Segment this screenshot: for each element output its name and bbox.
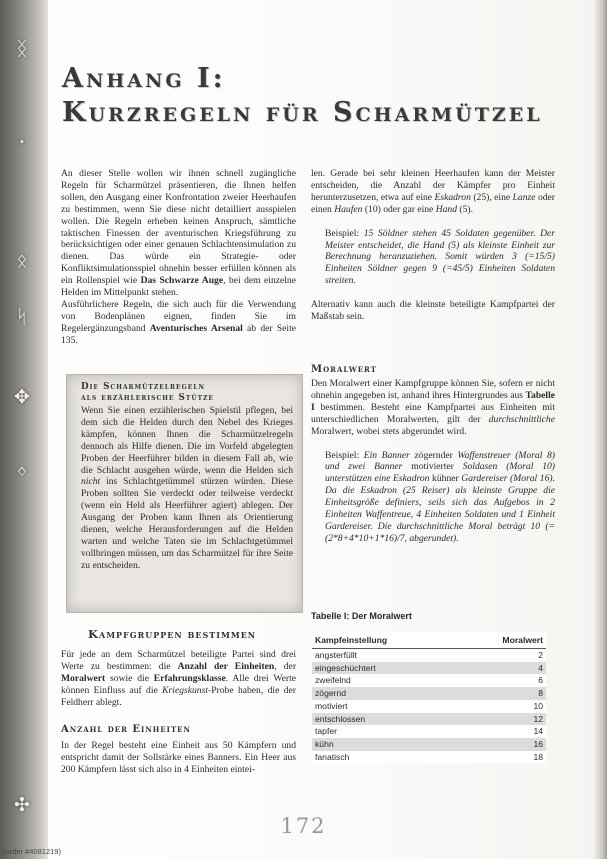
page-number: 172 (280, 814, 327, 838)
table-row (312, 674, 546, 687)
rune-icon: ✣ (14, 794, 30, 816)
italic-span: nicht (81, 476, 101, 488)
text-span: (25), eine (470, 191, 513, 203)
cell-label: kühn (312, 738, 459, 751)
alternative-paragraph: Alternativ kann auch die kleinste beteiligte Kampfpartei der Maßstab sein. (311, 299, 555, 323)
cell-value: 4 (459, 662, 546, 675)
decorative-margin (0, 0, 48, 859)
italic-span: Lanze (512, 191, 536, 203)
table-row (312, 662, 546, 675)
einheiten-block (61, 740, 296, 776)
section-heading-moral: Moralwert (311, 364, 377, 375)
text-span: ab der Seite 135. (61, 322, 296, 346)
cell-value: 2 (459, 649, 546, 662)
italic-span: Hand (435, 203, 458, 215)
text-span: . Alle drei Werte können Einfluss auf die (61, 672, 296, 696)
table-row (312, 738, 546, 751)
text-span: zögernder (409, 449, 458, 461)
moral-block (311, 378, 555, 545)
text-span: , der (274, 660, 297, 672)
cell-value: 8 (459, 687, 546, 700)
text-span: Beispiel: (325, 227, 364, 239)
italic-span: Ein Banner (363, 449, 410, 461)
text-span: kühner (429, 473, 462, 485)
continuation-paragraph (311, 168, 555, 216)
text-span: Beispiel: (325, 449, 364, 461)
order-note: (order #4081219) (3, 847, 61, 856)
cell-label: eingeschüchtert (312, 662, 459, 675)
chapter-title (62, 62, 582, 130)
text-span: bestimmen. Besteht eine Kampfpartei aus Einheiten mit unterschiedlichen Moralwerten, gilt der (311, 401, 555, 425)
rune-icon: ᛝ (16, 38, 28, 60)
text-span: (5). (457, 203, 474, 215)
text-span: , bei dem einzelne Helden im Mittelpunkt stehen. (61, 275, 296, 299)
italic-span: Haufen (334, 203, 363, 215)
cell-label: zögernd (312, 687, 459, 700)
einheiten-paragraph: In der Regel besteht eine Einheit aus 50 Kämpfern und entspricht damit der Sollstärke eines Banners. Ein Heer aus 200 Kämpfern lässt sich also in 4 Einheiten eintei- (61, 740, 296, 775)
text-span: motivierter (402, 461, 463, 473)
title-line-1: Anhang I: (62, 63, 226, 94)
rune-icon: ᛋ (16, 306, 28, 328)
table-row (312, 751, 546, 764)
kampfgruppen-paragraph (61, 649, 296, 709)
italic-span: 15 Söldner stehen 45 Soldaten gegenüber. Der Meister entscheidet, die Hand (5) als kleinste Einheit zur Berechnung heranzuziehen. Somit würden 3 (=15/5) Einheiten Söldner gegen 9 (=45/5) Einheiten Soldaten streiten. (325, 227, 555, 287)
moral-example-paragraph (311, 450, 555, 545)
kampfgruppen-block (61, 649, 296, 709)
bold-span: Das Schwarze Auge (140, 275, 224, 287)
italic-span: Gardereiser (Moral 16). Da die Eskadron (25 Reiser) als kleinste Gruppe die Einheitsgröße definiers, seils sich das Aufgebos in 2 Einheiten Waffentreue, 4 Einheiten Soldaten und 1 Einheit Gardereiser. Die durchschnittliche Moral beträgt 10 (=(2*8+4*10+1*16)/7, abgerundet). (325, 473, 555, 544)
cell-label: entschlossen (312, 713, 459, 726)
column-header-moralwert: Moralwert (459, 632, 546, 649)
cell-label: motiviert (312, 700, 459, 713)
cell-label: fanatisch (312, 751, 459, 764)
sidebar-box (66, 374, 303, 613)
moral-paragraph (311, 378, 555, 438)
cell-label: zweifelnd (312, 674, 459, 687)
page-edge-shadow (593, 0, 607, 859)
text-span: Moralwert, wobei stets abgerundet wird. (311, 425, 467, 437)
title-line-2: Kurzregeln für Scharmützel (62, 97, 543, 128)
example-paragraph-1 (311, 228, 555, 288)
text-span: Ausführlichere Regeln, die sich auch für die Verwendung von Bodenplänen eignen, finden Sie im Regelergänzungsband (61, 298, 296, 334)
italic-span: Soldasen (Moral 10) unterstützen eine Eskadron (325, 461, 555, 485)
column-header-kampfeinstellung: Kampfeinstellung (312, 632, 459, 649)
intro-paragraph-1 (61, 168, 296, 299)
cell-label: angsterfüllt (312, 649, 459, 662)
bold-span: Anzahl der Einheiten (177, 660, 275, 672)
table-row (312, 713, 546, 726)
text-span: (10) oder gar eine (362, 203, 436, 215)
right-column (311, 168, 555, 323)
bold-span: Erfahrungsklasse (153, 672, 226, 684)
intro-paragraph-2 (61, 299, 296, 347)
section-heading-kampfgruppen: Kampfgruppen bestimmen (88, 627, 257, 641)
moralwert-table (312, 632, 546, 763)
table-row (312, 687, 546, 700)
text-span: An dieser Stelle wollen wir ihnen schnell zugängliche Regeln für Scharmützel präsentieren, die Ihnen helfen sollen, den Ausgang einer Konfrontation zweier Heerhaufen zu bestimmen, wenn Sie diese nicht detailliert ausspielen wollen. Die Regeln erheben keinen Anspruch, sämtliche taktischen Finessen der aventurischen Kriegsführung zu berücksichtigen oder einer genauen Schlachtensimulation zu dienen. Das würde ein Strategie- oder Konfliktsimulationsspiel ohnehin besser erfüllen können als ein Rollenspiel wie (61, 168, 296, 287)
italic-span: Waffenstreuer (Moral 8) und zwei Banner (325, 449, 555, 473)
rune-icon: ᛜ (16, 462, 28, 484)
sidebar-body (81, 405, 293, 572)
text-span: -Probe haben, die der Feldherr ablegt. (61, 684, 296, 708)
rune-icon: ᛟ (16, 250, 28, 272)
italic-span: Kriegskunst (162, 684, 208, 696)
text-span: sowie die (105, 672, 154, 684)
bold-span: Moralwert (61, 672, 106, 684)
table-row (312, 700, 546, 713)
text-span: Den Moralwert einer Kampfgruppe können Sie, sofern er nicht ohnehin angegeben ist, anhand ihres Hintergrundes aus (311, 378, 555, 401)
text-span: Wenn Sie einen erzählerischen Spielstil pflegen, bei dem sich die Helden durch den Nebel des Krieges kämpfen, können Ihnen die Scharmützelregeln dennoch als Hilfe dienen. Die im Vorfeld abgelegten Proben der Heerführer bilden in diesem Fall ab, wie die Schlacht ausgehen würde, wenn die Helden sich (81, 405, 293, 476)
cell-value: 6 (459, 674, 546, 687)
section-heading-einheiten: Anzahl der Einheiten (61, 724, 191, 735)
sidebar-heading-1: Die Scharmützelregeln (81, 382, 205, 392)
italic-span: durchschnittliche (488, 413, 555, 425)
left-column (61, 168, 296, 347)
rune-icon: ✥ (14, 386, 30, 408)
text-span: ins Schlachtgetümmel stürzen würden. Diese Proben sollten Sie verdeckt oder teilweise verdeckt (wenn ein Held als Heerführer agiert) ablegen. Der Ausgang der Proben kann Ihnen als Orientierung dienen, welche Herausforderungen auf die Helden warten und welche Taten sie im Schlachtgetümmel vollbringen müssen, um das Scharmützel für ihre Seite zu entscheiden. (81, 476, 293, 571)
cell-value: 12 (459, 713, 546, 726)
italic-span: Eskadron (434, 191, 471, 203)
cell-value: 10 (459, 700, 546, 713)
text-span: oder einen (311, 191, 555, 215)
cell-value: 14 (459, 725, 546, 738)
sidebar-heading-2: als erzählerische Stütze (81, 393, 214, 403)
table-title: Tabelle I: Der Moralwert (311, 611, 412, 621)
table-header-row (312, 632, 546, 649)
cell-value: 18 (459, 751, 546, 764)
text-span: Für jede an dem Scharmützel beteiligte Partei sind drei Werte zu bestimmen: die (61, 649, 296, 672)
cell-label: tapfer (312, 725, 459, 738)
table-row (312, 649, 546, 662)
bold-span: Aventurisches Arsenal (149, 322, 243, 334)
text-span: len. Gerade bei sehr kleinen Heerhaufen kann der Meister entscheiden, die Anzahl der Kämpfer pro Einheit herunterzusetzen, etwa auf eine (311, 168, 555, 203)
table-row (312, 725, 546, 738)
rune-icon: ᛫ (16, 132, 28, 154)
bold-span: Tabelle I (311, 389, 555, 413)
cell-value: 16 (459, 738, 546, 751)
